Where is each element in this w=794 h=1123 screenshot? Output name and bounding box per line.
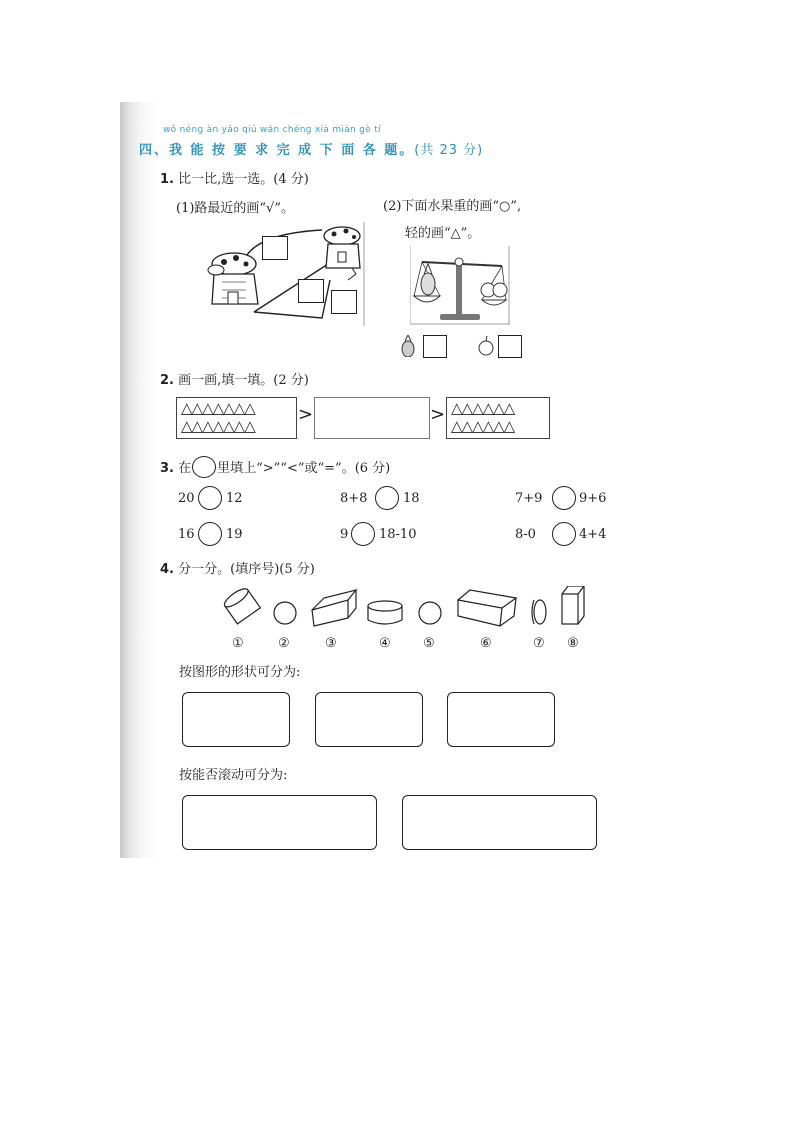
q3-item-4-right: 19	[226, 527, 243, 542]
q3-item-6-right: 4+4	[579, 527, 607, 542]
shape-group-box-2[interactable]	[315, 692, 423, 747]
q3-item-1-left: 20	[178, 491, 195, 506]
q3-item-3-left: 7+9	[515, 491, 543, 506]
shape-label-2: ②	[278, 636, 290, 651]
cylinder-tilted-icon	[222, 586, 260, 624]
long-cuboid-icon	[458, 590, 516, 626]
sphere-icon	[274, 602, 296, 624]
q3-item-3-circle[interactable]	[552, 486, 576, 510]
path-lower-answer-box[interactable]	[331, 290, 357, 314]
solid-shapes-row	[220, 586, 590, 630]
sphere-small-icon	[419, 602, 441, 624]
q3-heading	[160, 456, 390, 478]
q3-item-4-left: 16	[178, 527, 195, 542]
apple-answer-box[interactable]	[498, 335, 522, 358]
q3-text-prefix: 在	[178, 461, 192, 476]
shape-label-3: ③	[325, 636, 337, 651]
q3-item-1-circle[interactable]	[198, 486, 222, 510]
q3-item-6-left: 8-0	[515, 527, 536, 542]
classify-by-shape-label: 按图形的形状可分为:	[179, 665, 301, 680]
triangles-left-panel	[176, 397, 297, 439]
balance-scale-picture	[410, 246, 510, 326]
shape-label-5: ⑤	[423, 636, 435, 651]
q3-item-2-right: 18	[403, 491, 420, 506]
q1-number: 1.	[160, 172, 174, 187]
q4-heading	[160, 558, 315, 577]
coin-cylinder-icon	[532, 600, 546, 624]
q3-item-2-left: 8+8	[340, 491, 368, 506]
q3-item-5-left: 9	[340, 527, 349, 542]
shape-label-6: ⑥	[480, 636, 492, 651]
q3-text-suffix: 里填上“>”“<”或“=”。(6 分)	[217, 461, 391, 476]
triangles-right-row2: △△△△△△	[451, 417, 515, 435]
q4-number: 4.	[160, 562, 174, 577]
path-upper-answer-box[interactable]	[262, 236, 288, 260]
flat-cylinder-icon	[368, 601, 402, 624]
section-title-text: 四、我 能 按 要 求 完 成 下 面 各 题。	[139, 143, 415, 158]
q1-sub1: (1)路最近的画“√”。	[176, 201, 294, 216]
q2-heading	[160, 369, 309, 388]
path-middle-answer-box[interactable]	[298, 279, 324, 303]
shape-label-4: ④	[379, 636, 391, 651]
q3-item-5-circle[interactable]	[351, 522, 375, 546]
greater-than-sign-1: >	[298, 404, 314, 425]
q3-item-6-circle[interactable]	[552, 522, 576, 546]
q3-circle-sample	[192, 456, 216, 478]
q3-item-5-right: 18-10	[379, 527, 417, 542]
triangles-right-row1: △△△△△△	[451, 399, 515, 417]
cuboid-tilted-icon	[312, 590, 356, 626]
q3-number: 3.	[160, 461, 174, 476]
section-title	[139, 139, 483, 158]
tall-cuboid-icon	[562, 586, 584, 624]
shape-group-box-3[interactable]	[447, 692, 555, 747]
shape-label-8: ⑧	[567, 636, 579, 651]
apple-icon	[477, 335, 495, 357]
q1-sub2-line1: (2)下面水果重的画“○”,	[383, 199, 522, 214]
triangles-right-panel	[446, 397, 550, 439]
pineapple-icon	[400, 335, 416, 357]
q3-item-1-right: 12	[226, 491, 243, 506]
q3-item-4-circle[interactable]	[198, 522, 222, 546]
triangles-left-row2: △△△△△△△	[181, 417, 255, 435]
q2-number: 2.	[160, 373, 174, 388]
pineapple-answer-box[interactable]	[423, 335, 447, 358]
roll-group-box-2[interactable]	[402, 795, 597, 850]
triangles-left-row1: △△△△△△△	[181, 399, 255, 417]
shape-label-1: ①	[232, 636, 244, 651]
q1-text: 比一比,选一选。(4 分)	[178, 172, 309, 187]
q2-text: 画一画,填一填。(2 分)	[178, 373, 309, 388]
q1-heading	[160, 168, 309, 187]
q1-sub2-line2: 轻的画“△”。	[405, 226, 481, 241]
classify-by-roll-label: 按能否滚动可分为:	[179, 768, 288, 783]
section-score: (共 23 分)	[414, 143, 484, 158]
pinyin-line: wǒ néng àn yāo qiú wán chéng xià miàn gè tí	[163, 125, 381, 135]
shape-group-box-1[interactable]	[182, 692, 290, 747]
q4-text: 分一分。(填序号)(5 分)	[178, 562, 315, 577]
q3-item-2-circle[interactable]	[375, 486, 399, 510]
shape-label-7: ⑦	[533, 636, 545, 651]
greater-than-sign-2: >	[430, 404, 446, 425]
q3-item-3-right: 9+6	[579, 491, 607, 506]
roll-group-box-1[interactable]	[182, 795, 377, 850]
triangles-blank-panel[interactable]	[314, 397, 430, 439]
